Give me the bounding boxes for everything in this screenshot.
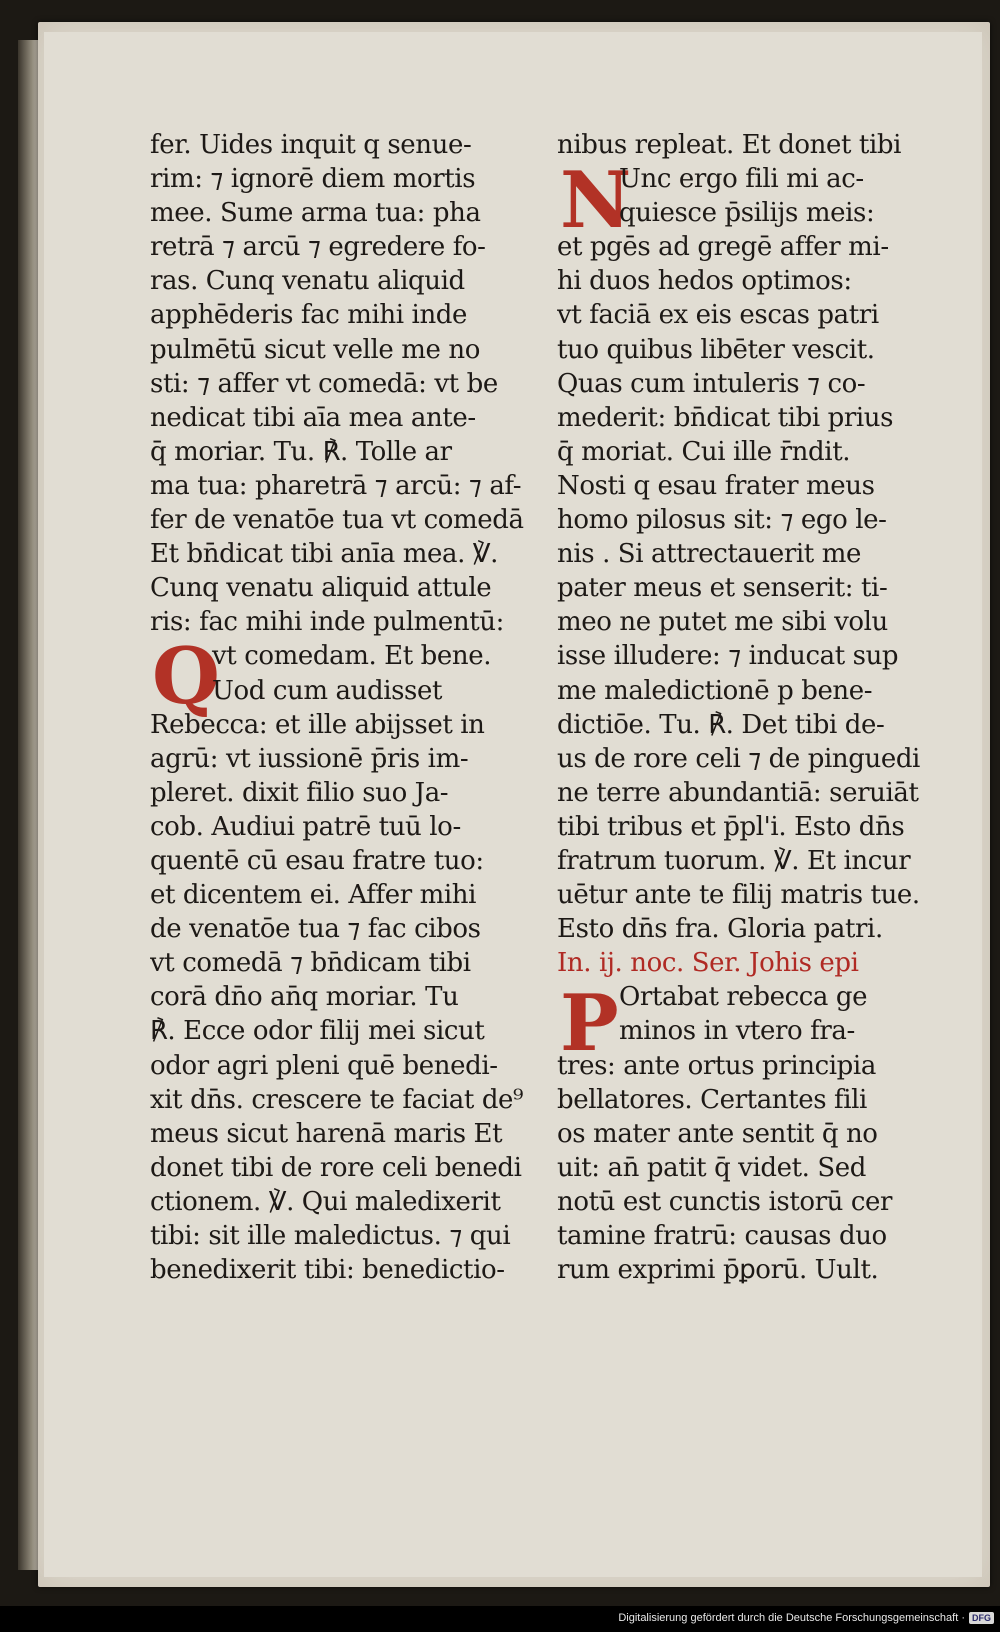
text-line: Cunq venatu aliquid attule	[150, 573, 492, 604]
text-line: corā dn̄o an̄q moriar. Tu	[150, 982, 459, 1013]
text-line: me maledictionē p bene-	[557, 675, 873, 706]
text-line: q̄ moriat. Cui ille r̄ndit.	[557, 436, 851, 467]
footer-text: Digitalisierung gefördert durch die Deutsche Forschungsgemeinschaft ·	[618, 1612, 965, 1624]
text-line: us de rore celi ⁊ de pinguedi	[557, 743, 920, 774]
text-line: ctionem. ℣. Qui maledixerit	[150, 1186, 501, 1217]
text-line: isse illudere: ⁊ inducat sup	[557, 641, 899, 672]
left-text-column	[150, 128, 535, 1287]
text-line: mee. Sume arma tua: pha	[150, 198, 481, 229]
text-line: meus sicut harenā maris Et	[150, 1118, 503, 1149]
text-line: minos in vtero fra-	[619, 1016, 855, 1047]
text-line: fer. Uides inquit q senue-	[150, 130, 472, 160]
text-line: hi duos hedos optimos:	[557, 266, 852, 297]
text-line: Et bn̄dicat tibi anīa mea. ℣.	[150, 539, 499, 570]
text-line: pleret. dixit filio suo Ja-	[150, 777, 449, 808]
text-line: retrā ⁊ arcū ⁊ egredere fo-	[150, 232, 486, 263]
text-line: agrū: vt iussionē p̄ris im-	[150, 743, 469, 774]
text-line: apphēderis fac mihi inde	[150, 300, 468, 331]
right-text-column	[557, 128, 942, 1287]
text-line: nibus repleat. Et donet tibi	[557, 130, 902, 160]
text-line: homo pilosus sit: ⁊ ego le-	[557, 505, 887, 536]
text-line: In. ij. noc. Ser. Johis epi	[557, 948, 859, 979]
text-line: rim: ⁊ ignorē diem mortis	[150, 164, 476, 195]
initial-n: N	[560, 155, 632, 246]
text-line: vt comedam. Et bene.	[212, 641, 492, 672]
text-line: et dicentem ei. Affer mihi	[150, 880, 477, 911]
text-line: sti: ⁊ affer vt comedā: vt be	[150, 368, 498, 399]
text-line: uit: an̄ patit q̄ videt. Sed	[557, 1152, 867, 1183]
text-line: mederit: bn̄dicat tibi prius	[557, 402, 894, 433]
footer	[618, 1608, 994, 1628]
text-line: donet tibi de rore celi benedi	[150, 1152, 522, 1183]
text-line: tibi: sit ille maledictus. ⁊ qui	[150, 1221, 511, 1251]
text-line: Ortabat rebecca ge	[619, 982, 868, 1013]
text-line: Uod cum audisset	[212, 675, 443, 706]
text-line: Quas cum intuleris ⁊ co-	[557, 368, 866, 399]
text-line: xit dn̄s. crescere te faciat de⁹	[150, 1084, 524, 1115]
text-line: de venatōe tua ⁊ fac cibos	[150, 914, 481, 945]
text-line: et pgēs ad gregē affer mi-	[557, 232, 889, 263]
text-line: pulmētū sicut velle me no	[150, 334, 480, 365]
book-edge	[18, 40, 40, 1570]
text-line: meo ne putet me sibi volu	[557, 607, 888, 638]
text-line: tibi tribus et p̄pl'i. Esto dn̄s	[557, 811, 905, 842]
text-line: tres: ante ortus principia	[557, 1050, 876, 1081]
text-line: os mater ante sentit q̄ no	[557, 1118, 878, 1149]
text-line: odor agri pleni quē benedi-	[150, 1050, 498, 1081]
text-line: nis . Si attrectauerit me	[557, 539, 861, 570]
initial-p: P	[560, 978, 619, 1069]
text-line: q̄ moriar. Tu. ℟. Tolle ar	[150, 436, 452, 467]
text-line: ma tua: pharetrā ⁊ arcū: ⁊ af-	[150, 470, 522, 501]
text-line: ris: fac mihi inde pulmentū:	[150, 607, 504, 638]
text-line: notū est cunctis istorū cer	[557, 1186, 893, 1217]
text-line: fer de venatōe tua vt comedā	[150, 505, 524, 536]
text-line: benedixerit tibi: benedictio-	[150, 1255, 505, 1286]
text-line: uētur ante te filij matris tue.	[557, 880, 920, 911]
text-line: dictiōe. Tu. ℟. Det tibi de-	[557, 709, 885, 740]
text-line: vt comedā ⁊ bn̄dicam tibi	[150, 948, 471, 979]
text-line: quentē cū esau fratre tuo:	[150, 845, 484, 876]
text-line: ne terre abundantiā: seruiāt	[557, 777, 919, 808]
text-line: ℟. Ecce odor filij mei sicut	[150, 1016, 485, 1047]
text-line: quiesce p̄silijs meis:	[619, 198, 875, 229]
text-line: ras. Cunq venatu aliquid	[150, 266, 465, 297]
text-line: Nosti q esau frater meus	[557, 470, 875, 501]
text-line: tuo quibus libēter vescit.	[557, 334, 875, 365]
text-line: nedicat tibi aīa mea ante-	[150, 402, 476, 433]
text-line: pater meus et senserit: ti-	[557, 573, 888, 604]
text-line: fratrum tuorum. ℣. Et incur	[557, 845, 911, 876]
text-line: rum exprimi p̄ꝑorū. Uult.	[557, 1255, 879, 1286]
text-line: Rebecca: et ille abijsset in	[150, 709, 485, 740]
initial-q: Q	[152, 631, 220, 722]
text-line: Esto dn̄s fra. Gloria patri.	[557, 914, 883, 945]
text-line: bellatores. Certantes fili	[557, 1084, 867, 1115]
text-line: cob. Audiui patrē tuū lo-	[150, 811, 461, 842]
dfg-logo: DFG	[969, 1612, 994, 1624]
text-line: tamine fratrū: causas duo	[557, 1221, 887, 1251]
text-line: vt faciā ex eis escas patri	[557, 300, 879, 331]
text-line: Unc ergo fili mi ac-	[619, 164, 864, 195]
